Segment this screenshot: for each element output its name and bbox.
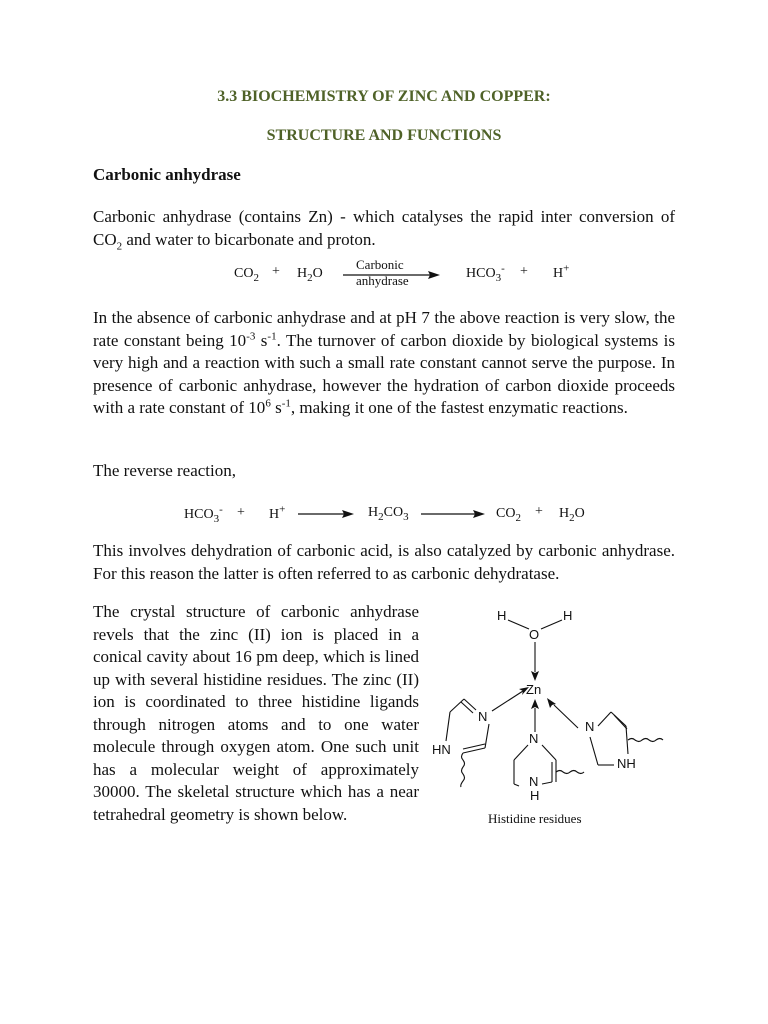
- eq2-hco3: $HCO_3^-$: [184, 503, 223, 525]
- eq1-plus2: +: [520, 264, 528, 279]
- eq1-plus: +: [272, 264, 280, 279]
- paragraph-reverse-reaction: The reverse reaction,: [93, 461, 236, 480]
- eq1-h2o: $H_2O$: [297, 266, 323, 284]
- atom-hn-left: HN: [432, 742, 451, 757]
- eq2-arrow-2: [421, 508, 485, 520]
- eq2-h2co3: $H_2CO_3$: [368, 505, 409, 523]
- paragraph-rate-constant: In the absence of carbonic anhydrase and at pH 7 the above reaction is very slow, the rate constant being $10^{-3}$ $s^{-1}$. The turnover of carbon dioxide by biological systems is very high and a reaction with such a small rate constant cannot serve the purpose. In presence of carbonic anhydrase, however the hydration of carbon dioxide proceeds with a rate constant of $10^6$ $s^{-1}$, making it one of the fastest enzymatic reactions.: [93, 308, 675, 417]
- figure-caption: Histidine residues: [488, 811, 582, 826]
- eq2-co2: $CO_2$: [496, 506, 521, 524]
- atom-h-middle: H: [530, 788, 540, 803]
- chapter-subheading: STRUCTURE AND FUNCTIONS: [266, 127, 502, 144]
- atom-h-left: H: [497, 608, 507, 623]
- atom-n-right: N: [585, 719, 595, 734]
- eq1-arrow-bottom-label: anhydrase: [356, 273, 409, 288]
- eq2-h2o: $H_2O$: [559, 506, 585, 524]
- eq1-co2: $CO_2$: [234, 266, 259, 284]
- paragraph-dehydratase: This involves dehydration of carbonic acid, is also catalyzed by carbonic anhydrase. For this reason the latter is often referred to as carbonic dehydratase.: [93, 541, 675, 583]
- section-title: Carbonic anhydrase: [93, 165, 241, 184]
- atom-oxygen: O: [529, 627, 540, 642]
- eq2-plus: +: [237, 505, 245, 520]
- paragraph-intro: Carbonic anhydrase (contains Zn) - which catalyses the rapid inter conversion of $CO_2$ and water to bicarbonate and proton.: [93, 207, 675, 252]
- eq2-arrow-1: [298, 508, 354, 520]
- eq1-hco3: $HCO_3^-$: [466, 262, 505, 284]
- atom-nh-right: NH: [617, 756, 636, 771]
- atom-h-right: H: [563, 608, 573, 623]
- paragraph-crystal-structure: The crystal structure of carbonic anhydrase revels that the zinc (II) ion is placed in a conical cavity about 16 pm deep, which is lined up with several histidine residues. The zinc (II) ion is coordinated to three histidine ligands through nitrogen atoms and to one water molecule through oxygen atom. One such unit has a molecular weight of approximately 30000. The skeletal structure which has a near tetrahedral geometry is shown below.: [93, 602, 419, 824]
- chapter-heading: 3.3 BIOCHEMISTRY OF ZINC AND COPPER:: [217, 88, 551, 105]
- atom-n-left: N: [478, 709, 488, 724]
- atom-n-middle: N: [529, 731, 539, 746]
- eq1-hplus: H+: [553, 262, 570, 281]
- eq2-hplus: H+: [269, 503, 286, 522]
- eq1-arrow-top-label: Carbonic: [356, 257, 404, 272]
- zinc-coordination-structure: [428, 600, 678, 805]
- atom-nh-middle: N: [529, 774, 539, 789]
- atom-zinc: Zn: [526, 682, 542, 697]
- eq2-plus2: +: [535, 504, 543, 519]
